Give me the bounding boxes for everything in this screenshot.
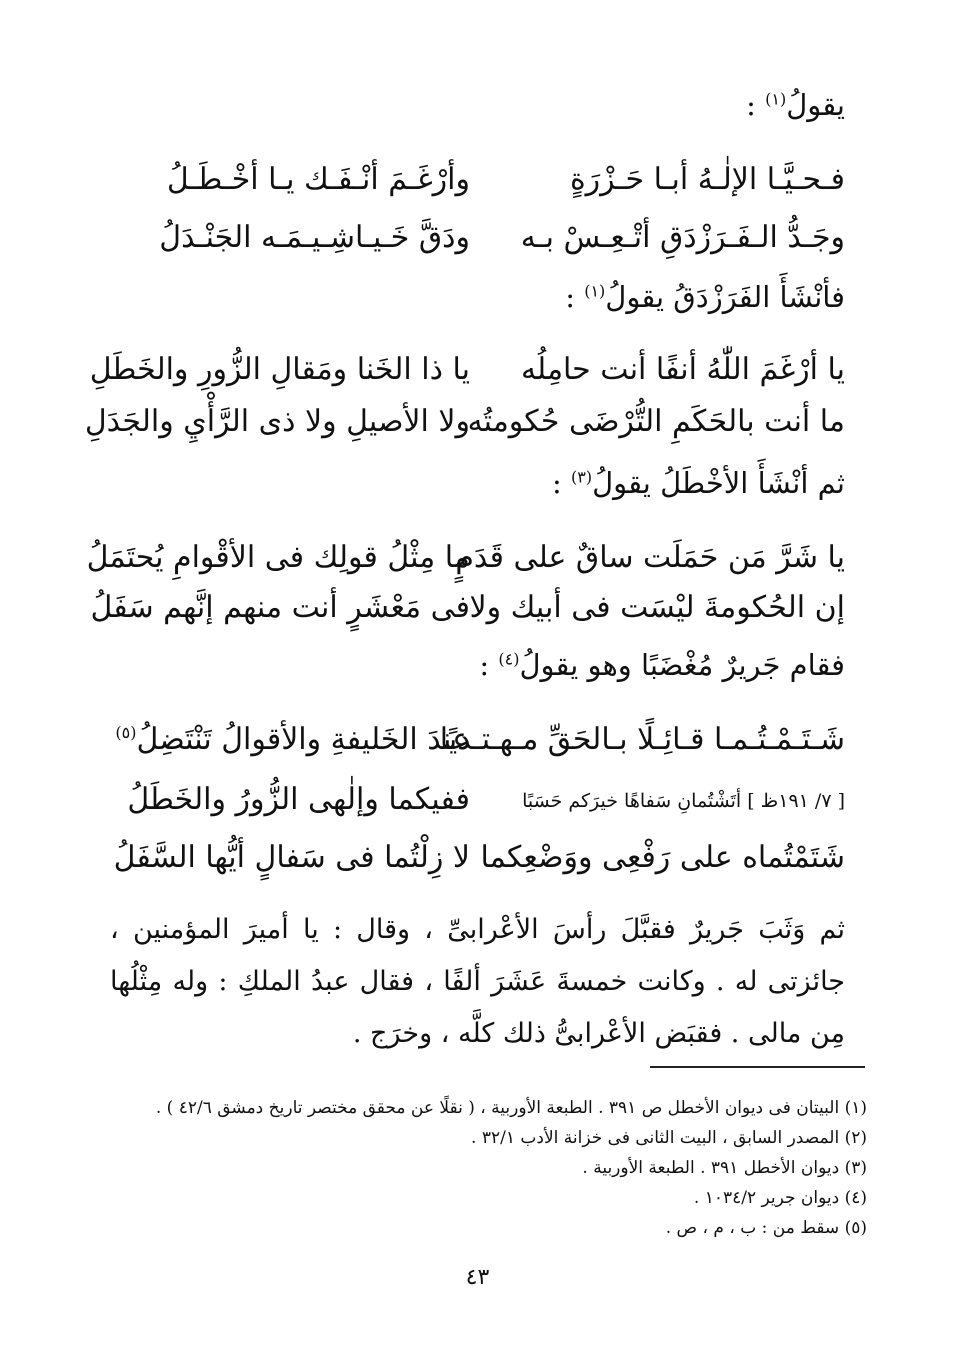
verse-second-hemistich: وأرْغَـمَ أنْـفَـك يـا أخْـطَـلُ — [166, 162, 470, 197]
verse-second-hemistich: ما مِثْلُ قولِك فى الأقْوامِ يُحتَمَلُ — [86, 540, 470, 575]
intro-text: يقولُ — [786, 88, 845, 122]
verse-second-hemistich: ولا الأصيلِ ولا ذى الرَّأْيِ والجَدَلِ — [84, 404, 470, 439]
footnote-ref: (٥) — [115, 723, 137, 742]
hemistich-text: عندَ الخَليفةِ والأقوالُ تَنْتَضِلُ — [136, 722, 470, 757]
footnote: (٣) ديوان الأخطل ٣٩١ . الطبعة الأوربية . — [582, 1158, 867, 1178]
footnote-ref: (١) — [765, 89, 787, 109]
intro-line-2 — [565, 280, 845, 314]
intro-colon: : — [746, 88, 766, 122]
footnote: (٢) المصدر السابق ، البيت الثانى فى خزانة الأدب ٣٢/١ . — [471, 1128, 867, 1148]
footnote-ref: (١) — [584, 281, 606, 301]
verse-second-hemistich: يا ذا الخَنا ومَقالِ الزُّورِ والخَطَلِ — [89, 352, 470, 387]
intro-text: فأنْشَأَ الفَرَزْدَقُ يقولُ — [605, 280, 845, 314]
verse-second-hemistich: لا زِلْتُما فى سَفالٍ أيُّها السَّفَلُ — [113, 840, 470, 875]
verse-second-hemistich: فى مَعْشَرٍ أنت منهم إنَّهم سَفَلُ — [90, 590, 470, 625]
verse-second-hemistich — [115, 722, 470, 757]
verse-line — [0, 540, 955, 588]
intro-line-1 — [746, 88, 845, 122]
verse-first-hemistich: [ ٧/ ١٩١ظ ] أتَشْتُمانِ سَفاهًا خيرَكم حَسَبًا — [522, 790, 845, 812]
verse-line — [0, 352, 955, 400]
verse-line — [0, 782, 955, 830]
intro-text: فقام جَريرٌ مُغْضَبًا وهو يقولُ — [519, 648, 845, 682]
intro-line-4 — [479, 648, 845, 682]
footnote-divider — [650, 1066, 865, 1068]
verse-first-hemistich: ما أنت بالحَكَمِ التُّرْضَى حُكومتُه — [467, 404, 845, 439]
verse-first-hemistich: يا أرْغَمَ اللّٰهُ أنفًا أنت حامِلُه — [520, 352, 845, 387]
verse-line — [0, 404, 955, 452]
intro-colon: : — [551, 466, 571, 500]
footnote-ref: (٤) — [498, 649, 520, 669]
verse-line — [0, 722, 955, 770]
verse-line — [0, 840, 955, 888]
footnote-ref: (٣) — [570, 467, 593, 487]
intro-line-3 — [552, 466, 845, 500]
verse-line — [0, 590, 955, 638]
intro-text: ثم أنْشَأَ الأخْطَلُ يقولُ — [592, 466, 845, 500]
verse-line — [0, 220, 955, 268]
verse-second-hemistich: ففيكما وإلٰهى الزُّورُ والخَطَلُ — [127, 782, 470, 817]
verse-first-hemistich: فـحـيَّـا الإلٰـهُ أبـا حَـزْرَةٍ — [569, 162, 845, 197]
footnote: (٤) ديوان جرير ١٠٣٤/٢ . — [693, 1188, 867, 1208]
verse-first-hemistich: يا شَرَّ مَن حَمَلَت ساقٌ على قَدَمٍ — [455, 540, 845, 575]
footnotes — [156, 1093, 867, 1243]
verse-first-hemistich: إن الحُكومةَ ليْسَت فى أبيك ولا — [469, 590, 845, 625]
verse-first-hemistich: شَتَمْتُماه على رَفْعِى ووَضْعِكما — [480, 840, 845, 875]
verse-first-hemistich: شَـتَـمْـتُـمـا قـائِـلًا بـالحَقِّ مـهـتـديًا — [439, 722, 845, 757]
verse-second-hemistich: ودَقَّ خَـيـاشِـيـمَـه الجَنْـدَلُ — [159, 220, 470, 255]
footnote: (١) البيتان فى ديوان الأخطل ص ٣٩١ . الطبعة الأوربية ، ( نقلًا عن محقق مختصر تاريخ دمشق ٤٢/٦ ) . — [155, 1098, 867, 1118]
intro-colon: : — [479, 648, 499, 682]
verse-first-hemistich: وجَـدُّ الـفَـرَزْدَقِ أتْـعِـسْ بـه — [520, 220, 845, 255]
footnote: (٥) سقط من : ب ، م ، ص . — [665, 1218, 867, 1238]
page-number: ٤٣ — [465, 1265, 490, 1290]
intro-colon: : — [565, 280, 585, 314]
prose-paragraph: ثم وَثَبَ جَريرٌ فقبَّلَ رأسَ الأعْرابىِّ ، وقال : يا أميرَ المؤمنين ، جائزتى له . وكانت خمسةَ عَشَرَ ألفًا ، فقال عبدُ الملكِ : وله مِثْلُها مِن مالى . فقبَض الأعْرابىُّ ذلك كلَّه ، وخرَج . — [110, 914, 845, 1049]
verse-line — [0, 162, 955, 210]
